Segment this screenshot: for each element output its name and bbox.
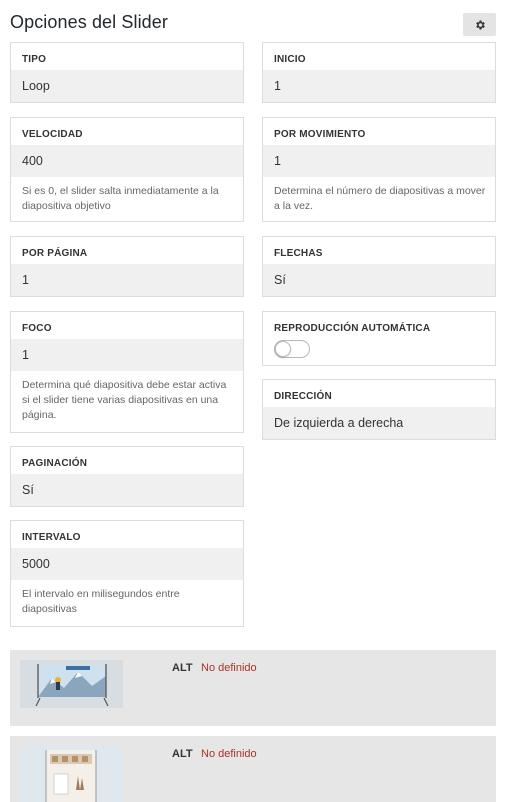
alt-value[interactable]: No definido (201, 662, 257, 674)
winter-banner-thumbnail[interactable] (20, 660, 123, 708)
field-label: TIPO (22, 54, 47, 65)
field-help: El intervalo en milisegundos entre diapositivas (22, 588, 180, 615)
field-label: INTERVALO (22, 532, 81, 543)
field-direccion (262, 379, 496, 440)
alt-label: ALT (172, 748, 193, 760)
intervalo-input[interactable]: 5000 (11, 548, 243, 580)
por-pagina-input[interactable]: 1 (11, 264, 243, 296)
field-por-pagina (10, 236, 244, 297)
field-foco (10, 311, 244, 433)
paginacion-select[interactable]: Sí (11, 474, 243, 506)
field-help: Si es 0, el slider salta inmediatamente a la diapositiva objetivo (22, 185, 219, 212)
velocidad-input[interactable]: 400 (11, 145, 243, 177)
field-label: POR PÁGINA (22, 248, 88, 259)
alt-label: ALT (172, 662, 193, 674)
settings-button[interactable] (463, 13, 496, 36)
room-banner-thumbnail[interactable] (20, 746, 123, 802)
field-label: VELOCIDAD (22, 129, 83, 140)
foco-input[interactable]: 1 (11, 339, 243, 371)
field-label: DIRECCIÓN (274, 391, 332, 402)
tipo-select[interactable]: Loop (11, 70, 243, 102)
autoplay-toggle[interactable] (274, 340, 310, 358)
field-label: REPRODUCCIÓN AUTOMÁTICA (274, 323, 431, 334)
alt-value[interactable]: No definido (201, 748, 257, 760)
slide-item[interactable] (10, 736, 496, 802)
field-flechas (262, 236, 496, 297)
field-tipo (10, 42, 244, 103)
toggle-knob (275, 341, 291, 357)
field-help: Determina el número de diapositivas a mover a la vez. (274, 185, 486, 212)
field-label: FOCO (22, 323, 52, 334)
gear-icon (474, 19, 486, 31)
field-reproduccion-automatica (262, 311, 496, 366)
field-paginacion (10, 446, 244, 507)
field-velocidad (10, 117, 244, 222)
field-label: FLECHAS (274, 248, 323, 259)
field-por-movimiento (262, 117, 496, 222)
field-inicio (262, 42, 496, 103)
field-label: POR MOVIMIENTO (274, 129, 366, 140)
flechas-select[interactable]: Sí (263, 264, 495, 296)
slide-item[interactable] (10, 650, 496, 726)
field-intervalo (10, 520, 244, 627)
direccion-select[interactable]: De izquierda a derecha (263, 407, 495, 439)
field-label: PAGINACIÓN (22, 458, 88, 469)
inicio-input[interactable]: 1 (263, 70, 495, 102)
field-label: INICIO (274, 54, 306, 65)
por-movimiento-input[interactable]: 1 (263, 145, 495, 177)
field-help: Determina qué diapositiva debe estar activa si el slider tiene varias diapositivas en una página. (22, 379, 227, 421)
page-title: Opciones del Slider (10, 12, 168, 32)
